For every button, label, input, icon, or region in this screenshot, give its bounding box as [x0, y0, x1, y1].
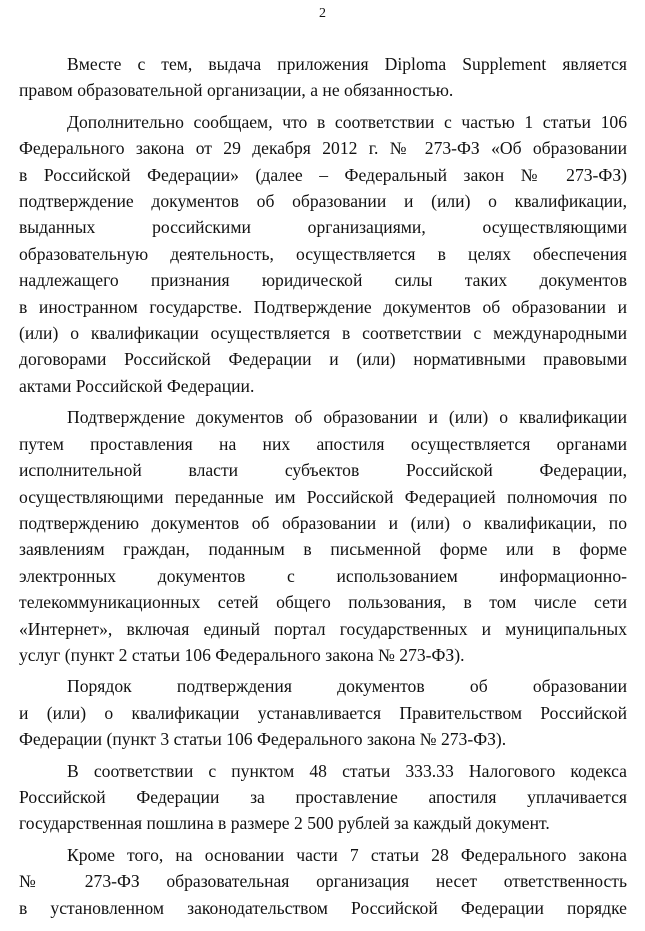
paragraph — [19, 758, 627, 837]
text-line: в Российской Федерации» (далее – Федеральный закон № 273-ФЗ) — [19, 164, 627, 185]
text-line: телекоммуникационных сетей общего пользования, в том числе сети — [19, 592, 627, 613]
text-line: надлежащего признания юридической силы таких документов — [19, 270, 627, 291]
text-line: путем проставления на них апостиля осуществляется органами — [19, 433, 627, 454]
page-number: 2 — [319, 6, 326, 21]
text-line: (или) о квалификации осуществляется в соответствии с международными — [19, 323, 627, 344]
paragraph — [19, 842, 627, 921]
text-line: Кроме того, на основании части 7 статьи 28 Федерального закона — [67, 844, 627, 865]
paragraph — [19, 109, 627, 399]
text-line: Подтверждение документов об образовании и (или) о квалификации — [67, 407, 627, 428]
text-line: услуг (пункт 2 статьи 106 Федерального закона № 273-ФЗ). — [19, 644, 465, 665]
document-body — [19, 51, 627, 921]
text-line: Федерации (пункт 3 статьи 106 Федерального закона № 273-ФЗ). — [19, 729, 507, 750]
text-line: образовательную деятельность, осуществляется в целях обеспечения — [19, 243, 627, 264]
paragraph — [19, 673, 627, 752]
text-line: правом образовательной организации, а не обязанностью. — [19, 80, 454, 101]
text-line: и (или) о квалификации устанавливается Правительством Российской — [19, 702, 627, 723]
text-line: государственная пошлина в размере 2 500 рублей за каждый документ. — [19, 813, 550, 834]
text-line: заявлениям граждан, поданным в письменной форме или в форме — [19, 539, 627, 560]
text-line: в иностранном государстве. Подтверждение документов об образовании и — [19, 296, 627, 317]
paragraph — [19, 404, 627, 668]
text-line: № 273-ФЗ образовательная организация несет ответственность — [19, 871, 627, 892]
text-line: Порядок подтверждения документов об образовании — [67, 676, 627, 697]
text-line: Российской Федерации за проставление апостиля уплачивается — [19, 786, 627, 807]
text-line: электронных документов с использованием информационно- — [19, 565, 627, 586]
text-line: актами Российской Федерации. — [19, 375, 255, 396]
text-line: В соответствии с пунктом 48 статьи 333.33 Налогового кодекса — [67, 760, 627, 781]
text-line: исполнительной власти субъектов Российской Федерации, — [19, 460, 627, 481]
text-line: Федерального закона от 29 декабря 2012 г. № 273-ФЗ «Об образовании — [19, 138, 627, 159]
text-line: выданных российскими организациями, осуществляющими — [19, 217, 627, 238]
text-line: договорами Российской Федерации и (или) нормативными правовыми — [19, 349, 627, 370]
paragraph — [19, 51, 627, 104]
text-line: Дополнительно сообщаем, что в соответствии с частью 1 статьи 106 — [67, 111, 627, 132]
text-line: Вместе с тем, выдача приложения Diploma Supplement является — [67, 54, 627, 74]
text-line: в установленном законодательством Российской Федерации порядке — [19, 897, 627, 918]
text-line: подтверждение документов об образовании и (или) о квалификации, — [19, 191, 627, 212]
text-line: подтверждению документов об образовании и (или) о квалификации, по — [19, 512, 627, 533]
text-line: «Интернет», включая единый портал государственных и муниципальных — [19, 618, 627, 639]
text-line: осуществляющими переданные им Российской Федерацией полномочия по — [19, 486, 627, 507]
